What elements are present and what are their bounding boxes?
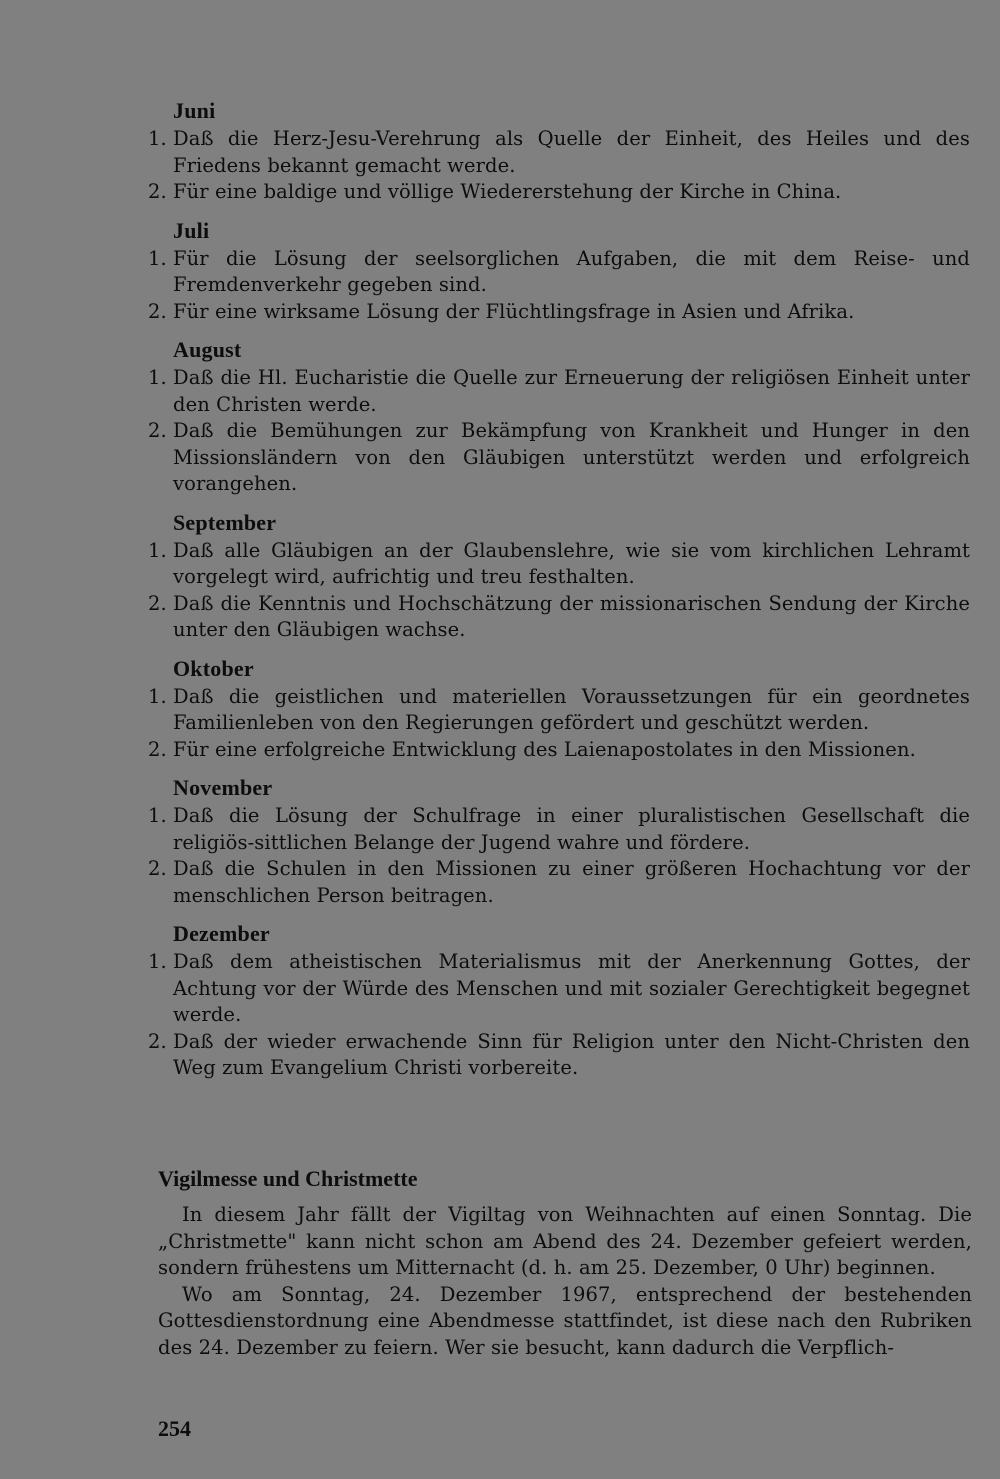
month-title: August: [173, 337, 242, 362]
item-text: Daß die Kenntnis und Hochschätzung der missionarischen Sendung der Kirche unter den Gläubigen wachse.: [173, 591, 970, 641]
month-section-august: [148, 335, 970, 498]
item-number: 2.: [148, 1029, 167, 1053]
item-text: Daß die geistlichen und materiellen Voraussetzungen für ein geordnetes Familienleben von den Regierungen gefördert und geschützt werden.: [173, 684, 970, 734]
item-number: 2.: [148, 591, 167, 615]
item-text: Daß die Bemühungen zur Bekämpfung von Krankheit und Hunger in den Missionsländern von den Gläubigen unterstützt werden und erfolgreich vorangehen.: [173, 419, 970, 495]
item-number: 2.: [148, 419, 167, 442]
list-item: [148, 803, 970, 856]
list-item: [148, 538, 970, 591]
list-item: [148, 179, 970, 206]
item-number: 1.: [148, 950, 167, 973]
item-text: Daß alle Gläubigen an der Glaubenslehre, wie sie vom kirchlichen Lehramt vorgelegt wird, aufrichtig und treu festhalten.: [173, 538, 970, 588]
section-paragraph: In diesem Jahr fällt der Vigiltag von Weihnachten auf einen Sonntag. Die „Christmette" kann nicht schon am Abend des 24. Dezember gefeiert werden, sondern frühestens um Mitternacht (d. h. am 25. Dezember, 0 Uhr) beginnen.: [158, 1203, 972, 1279]
item-number: 1.: [148, 246, 167, 270]
item-number: 1.: [148, 366, 167, 389]
item-text: Für eine erfolgreiche Entwicklung des Laienapostolates in den Missionen.: [173, 737, 916, 761]
list-item: [148, 1029, 970, 1082]
item-number: 1.: [148, 684, 167, 708]
item-text: Daß die Hl. Eucharistie die Quelle zur Erneuerung der religiösen Einheit unter den Christen werde.: [173, 366, 970, 416]
item-number: 2.: [148, 857, 167, 880]
list-item: [148, 418, 970, 498]
item-text: Daß die Lösung der Schulfrage in einer pluralistischen Gesellschaft die religiös-sittlichen Belange der Jugend wahre und fördere.: [173, 804, 970, 854]
month-section-dezember: [148, 919, 970, 1082]
list-item: [148, 591, 970, 644]
item-text: Für eine wirksame Lösung der Flüchtlingsfrage in Asien und Afrika.: [173, 299, 855, 323]
month-title: Juni: [173, 98, 216, 123]
month-title: November: [173, 775, 273, 800]
monthly-intentions-list: [148, 96, 970, 1092]
month-section-juni: [148, 96, 970, 206]
page-number: 254: [158, 1416, 191, 1441]
item-number: 2.: [148, 737, 167, 761]
month-title: Juli: [173, 217, 210, 243]
item-number: 2.: [148, 299, 167, 323]
list-item: [148, 126, 970, 179]
item-number: 1.: [148, 804, 167, 827]
list-item: [148, 737, 970, 764]
section-paragraph: Wo am Sonntag, 24. Dezember 1967, entsprechend der bestehenden Gottesdienstordnung eine Abendmesse stattfindet, ist diese nach den Rubriken des 24. Dezember zu feiern. Wer sie besucht, kann dadurch die Verpflich-: [158, 1282, 972, 1359]
item-text: Für die Lösung der seelsorglichen Aufgaben, die mit dem Reise- und Fremdenverkehr gegeben sind.: [173, 246, 970, 296]
month-title: Oktober: [173, 655, 254, 681]
list-item: [148, 949, 970, 1029]
list-item: [148, 246, 970, 299]
list-item: [148, 856, 970, 909]
month-section-september: [148, 508, 970, 644]
item-text: Für eine baldige und völlige Wiedererstehung der Kirche in China.: [173, 180, 842, 203]
month-title: September: [173, 509, 277, 535]
month-section-oktober: [148, 654, 970, 764]
list-item: [148, 299, 970, 326]
list-item: [148, 365, 970, 418]
list-item: [148, 684, 970, 737]
month-section-juli: [148, 216, 970, 326]
item-text: Daß die Schulen in den Missionen zu einer größeren Hochachtung vor der menschlichen Person beitragen.: [173, 857, 970, 907]
item-number: 2.: [148, 180, 167, 203]
month-section-november: [148, 773, 970, 909]
item-number: 1.: [148, 127, 167, 150]
section-heading: Vigilmesse und Christmette: [158, 1166, 418, 1191]
item-number: 1.: [148, 538, 167, 562]
month-title: Dezember: [173, 921, 270, 946]
item-text: Daß die Herz-Jesu-Verehrung als Quelle der Einheit, des Heiles und des Friedens bekannt gemacht werde.: [173, 127, 970, 177]
item-text: Daß dem atheistischen Materialismus mit der Anerkennung Gottes, der Achtung vor der Würde des Menschen und mit sozialer Gerechtigkeit begegnet werde.: [173, 950, 970, 1026]
vigilmesse-section: [158, 1164, 972, 1361]
item-text: Daß der wieder erwachende Sinn für Religion unter den Nicht-Christen den Weg zum Evangelium Christi vorbereite.: [173, 1029, 970, 1079]
